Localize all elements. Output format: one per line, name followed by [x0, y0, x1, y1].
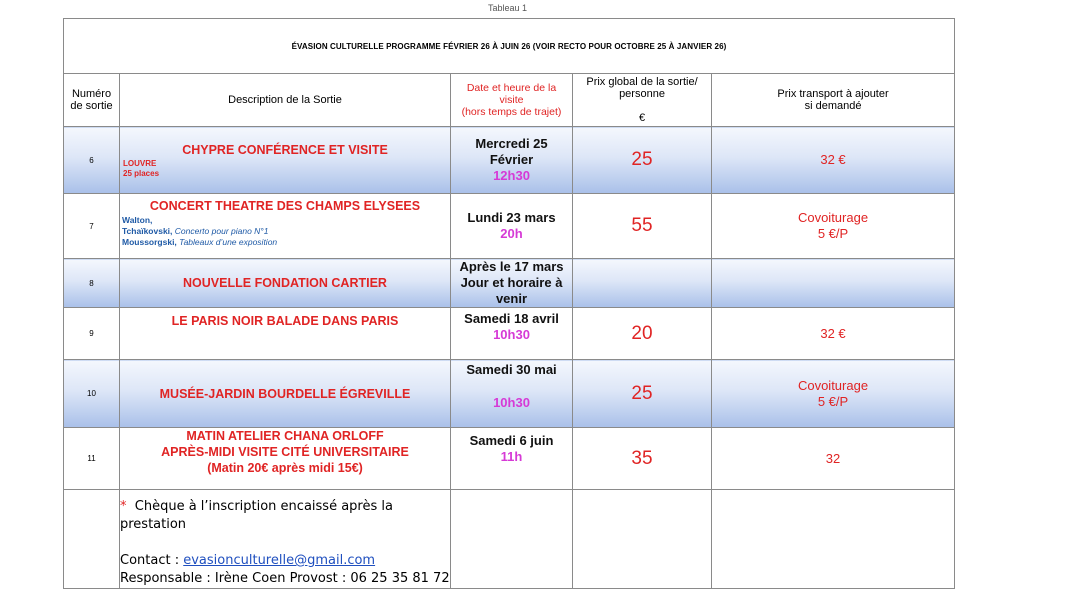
table-title: ÉVASION CULTURELLE PROGRAMME FÉVRIER 26 À JUIN 26 (VOIR RECTO POUR OCTOBRE 25 À JANVIER 26) — [64, 19, 955, 74]
contact-line: Contact : evasionculturelle@gmail.com — [120, 553, 376, 568]
row-date: Samedi 18 avril 10h30 — [451, 308, 573, 360]
table-row — [64, 308, 955, 360]
table-caption: Tableau 1 — [488, 3, 528, 13]
row-number: 7 — [64, 194, 120, 259]
event-title-line: APRÈS-MIDI VISITE CITÉ UNIVERSITAIRE — [161, 445, 409, 459]
row-price: 55 — [573, 194, 712, 259]
responsable-line: Responsable : Irène Coen Provost : 06 25 35 81 72 — [120, 571, 450, 586]
table-row — [64, 428, 955, 490]
header-date: Date et heure de la visite (hors temps de trajet) — [451, 74, 573, 127]
row-description — [120, 259, 451, 308]
header-transport: Prix transport à ajouter si demandé — [712, 74, 955, 127]
row-number: 6 — [64, 127, 120, 194]
row-price: 25 — [573, 127, 712, 194]
event-note: 25 places — [123, 168, 160, 178]
event-title: MATIN ATELIER CHANA ORLOFF — [186, 429, 384, 443]
footer-row — [64, 490, 955, 589]
row-number: 8 — [64, 259, 120, 308]
row-number: 11 — [64, 428, 120, 490]
footer-notes — [120, 490, 451, 589]
row-transport — [712, 259, 955, 308]
row-description — [120, 127, 451, 194]
contact-email-link[interactable]: evasionculturelle@gmail.com — [183, 553, 376, 568]
program-line: Tchaïkovski, Concerto pour piano N°1 — [122, 226, 269, 236]
event-price-detail: (Matin 20€ après midi 15€) — [207, 461, 363, 475]
row-transport: Covoiturage 5 €/P — [712, 194, 955, 259]
row-date: Lundi 23 mars 20h — [451, 194, 573, 259]
row-description — [120, 194, 451, 259]
event-note: LOUVRE — [123, 158, 157, 168]
event-title: CONCERT THEATRE DES CHAMPS ELYSEES — [149, 199, 421, 213]
row-description — [120, 360, 451, 428]
table-row — [64, 194, 955, 259]
row-transport: 32 € — [712, 127, 955, 194]
row-number: 9 — [64, 308, 120, 360]
row-date: Samedi 6 juin 11h — [451, 428, 573, 490]
row-transport: 32 — [712, 428, 955, 490]
payment-note: * Chèque à l’inscription encaissé après la prestation — [120, 499, 393, 532]
event-title: MUSÉE-JARDIN BOURDELLE ÉGREVILLE — [159, 386, 411, 401]
row-description — [120, 428, 451, 490]
event-title: LE PARIS NOIR BALADE DANS PARIS — [171, 314, 399, 328]
row-transport: Covoiturage 5 €/P — [712, 360, 955, 428]
row-price: 35 — [573, 428, 712, 490]
program-table — [63, 18, 955, 589]
row-price: 25 — [573, 360, 712, 428]
row-description — [120, 308, 451, 360]
header-price: Prix global de la sortie/ personne € — [573, 74, 712, 127]
row-transport: 32 € — [712, 308, 955, 360]
event-title: NOUVELLE FONDATION CARTIER — [183, 276, 387, 290]
header-number: Numéro de sortie — [64, 74, 120, 127]
row-price: 20 — [573, 308, 712, 360]
row-date: Samedi 30 mai 10h30 — [451, 360, 573, 428]
table-row — [64, 127, 955, 194]
row-number: 10 — [64, 360, 120, 428]
event-title: CHYPRE CONFÉRENCE ET VISITE — [182, 142, 388, 157]
table-row — [64, 259, 955, 308]
program-line: Walton, — [122, 215, 153, 225]
table-row — [64, 360, 955, 428]
program-line: Moussorgski, Tableaux d’une exposition — [122, 237, 278, 247]
row-price — [573, 259, 712, 308]
header-row — [64, 74, 955, 127]
row-date: Après le 17 mars Jour et horaire à venir — [451, 259, 573, 308]
header-description: Description de la Sortie — [120, 74, 451, 127]
row-date: Mercredi 25 Février 12h30 — [451, 127, 573, 194]
